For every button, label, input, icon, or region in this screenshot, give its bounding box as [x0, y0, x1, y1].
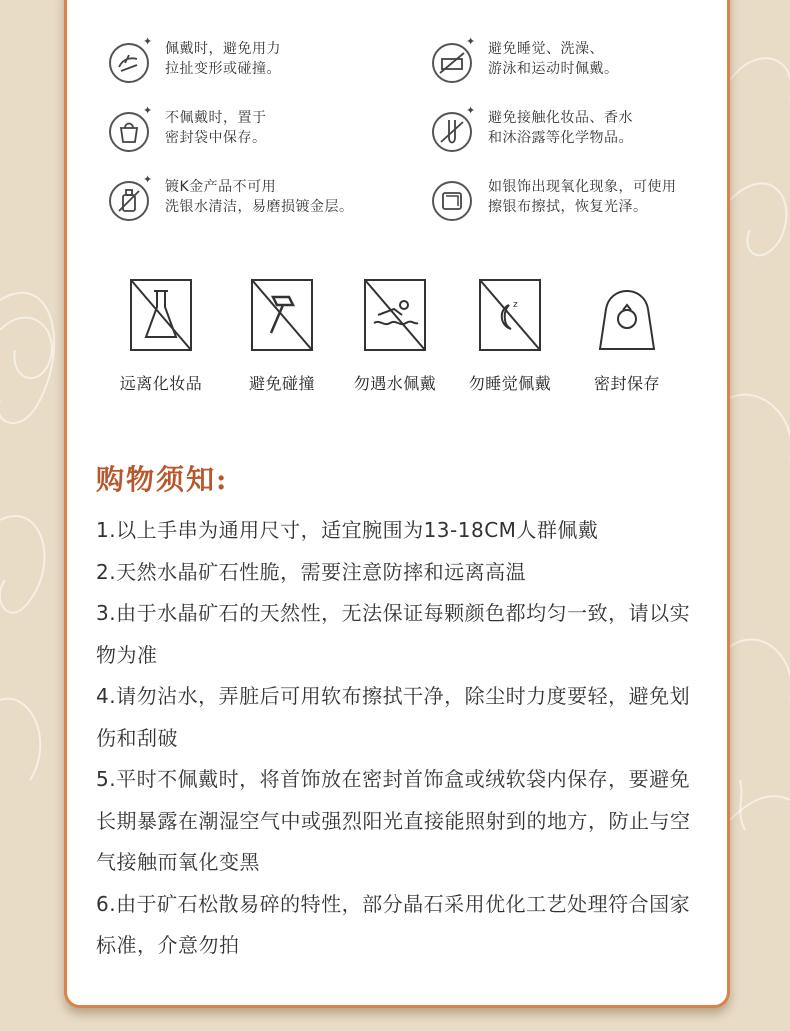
note-item: 4.请勿沾水，弄脏后可用软布擦拭干净，除尘时力度要轻，避免划伤和刮破: [96, 684, 691, 750]
pull-hand-icon: [109, 43, 149, 83]
no-swimming-icon: [364, 279, 426, 351]
no-cosmetics-icon: [130, 279, 192, 351]
sealed-bag-icon: [109, 112, 149, 152]
note-item: 1.以上手串为通用尺寸，适宜腕围为13-18CM人群佩戴: [96, 518, 599, 542]
note-item: 6.由于矿石松散易碎的特性，部分晶石采用优化工艺处理符合国家标准，介意勿拍: [96, 891, 691, 957]
svg-text:z: z: [513, 300, 518, 310]
symbol-sealed-storage: 密封保存: [567, 279, 687, 394]
shopping-notice-title: 购物须知:: [96, 463, 229, 496]
test-tube-icon: [432, 112, 472, 152]
note-item: 2.天然水晶矿石性脆，需要注意防摔和远离高温: [96, 559, 527, 584]
info-card: ✦ 佩戴时，避免用力 拉扯变形或碰撞。 ✦ 避免睡觉、洗澡、 游泳和运动时佩戴。 ✦ 不佩戴时，置于 密封袋中保存。 ✦ 避免接触化妆品、香水 和沐浴露等化学物品。 ✦ 镀K金产品不可用 洗银水清洁，易磨损镀金层。 如银饰出现氧化现象，可使用 擦银布擦拭，恢复光泽。 远离化妆品 避免碰撞 勿遇水佩戴 z 勿睡觉佩戴 密封保存: [64, 0, 730, 1008]
sealed-ring-icon: [596, 279, 658, 351]
no-sleeping-icon: [479, 279, 541, 351]
note-item: 5.平时不佩戴时，将首饰放在密封首饰盒或绒软袋内保存，要避免长期暴露在潮湿空气中或强烈阳光直接能照射到的地方，防止与空气接触而氧化变黑: [96, 767, 691, 874]
no-hammer-icon: [251, 279, 313, 351]
polish-cloth-icon: [432, 181, 472, 221]
shopping-notes: [96, 510, 706, 967]
symbol-no-swimming: 勿遇水佩戴: [335, 279, 455, 394]
symbol-no-cosmetics: 远离化妆品: [101, 279, 221, 394]
no-sleep-bath-icon: [432, 43, 472, 83]
bottle-icon: [109, 181, 149, 221]
symbol-no-hammer: 避免碰撞: [222, 279, 342, 394]
symbol-no-sleeping: z 勿睡觉佩戴: [450, 279, 570, 394]
note-item: 3.由于水晶矿石的天然性，无法保证每颗颜色都均匀一致，请以实物为准: [96, 601, 691, 667]
